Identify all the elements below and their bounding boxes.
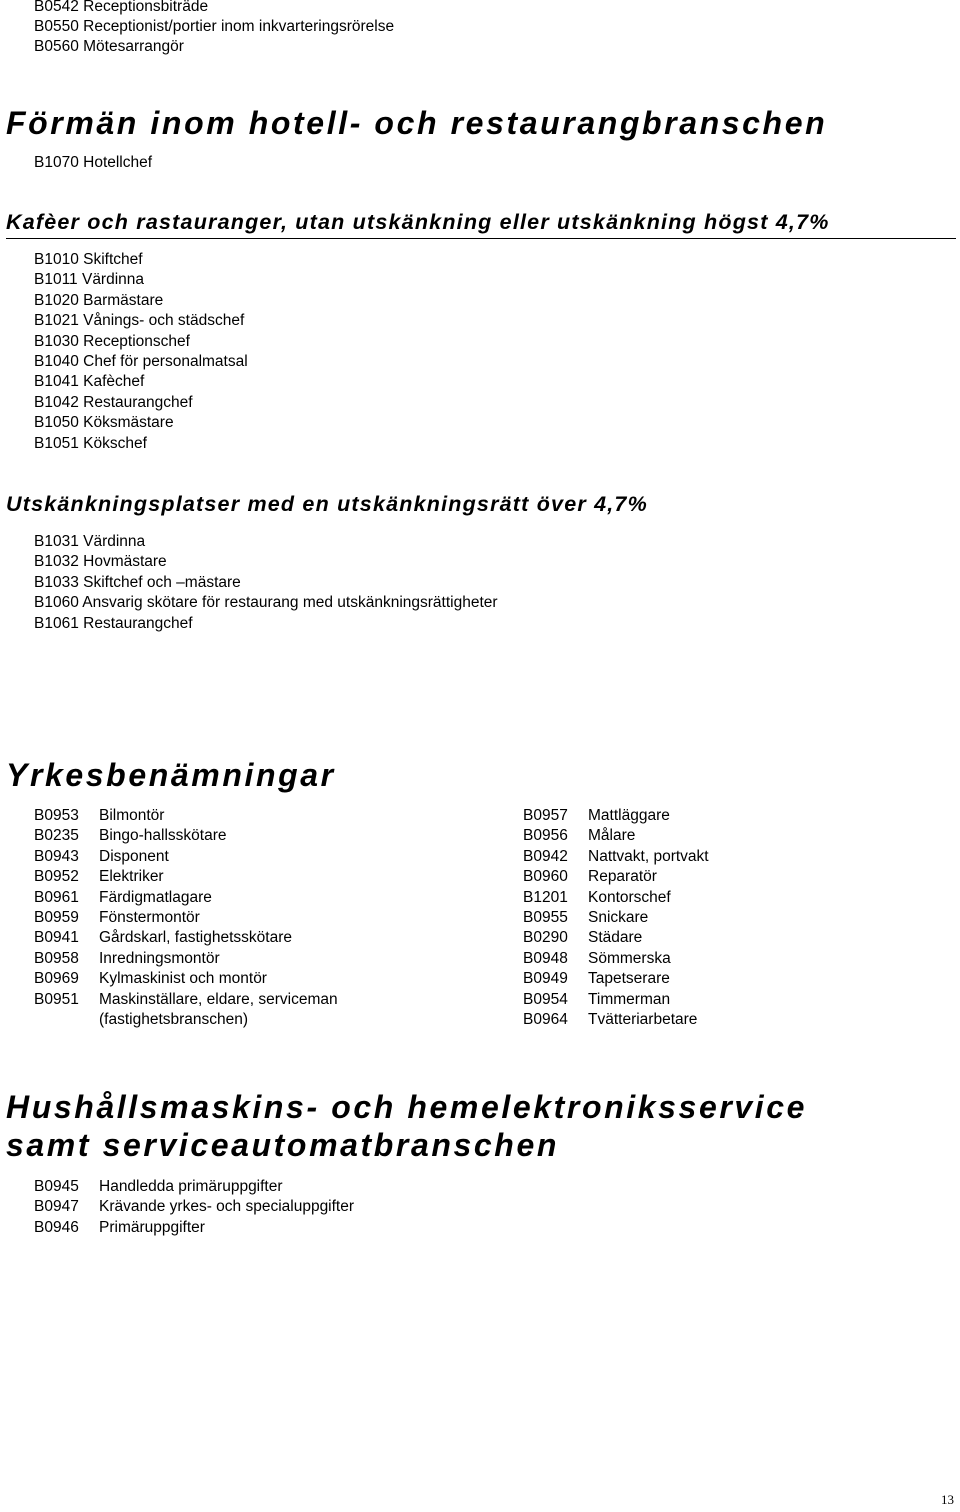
table-row — [523, 826, 709, 846]
code-cell: B0945 — [34, 1178, 79, 1195]
code-cell: B0951 — [34, 990, 79, 1008]
name-cell: Fönstermontör — [99, 909, 200, 927]
code-cell: B0960 — [523, 868, 568, 886]
list-item: B1040 Chef för personalmatsal — [34, 353, 248, 371]
table-row — [34, 1177, 354, 1197]
table-row — [523, 847, 709, 867]
name-cell: Bingo-hallsskötare — [99, 827, 227, 845]
name-cell: Timmerman — [588, 990, 671, 1008]
name-cell: Målare — [588, 827, 636, 845]
code-cell: B0949 — [523, 970, 568, 988]
code-cell — [34, 1010, 99, 1030]
name-cell: Kontorschef — [588, 888, 671, 906]
code-cell: B0959 — [34, 909, 79, 927]
table-row — [523, 928, 709, 948]
table-row — [34, 847, 338, 867]
name-cell: Nattvakt, portvakt — [588, 847, 709, 865]
name-cell: Maskinställare, eldare, serviceman — [99, 990, 338, 1008]
name-cell: (fastighetsbranschen) — [99, 1011, 249, 1029]
name-cell: Tvätteriarbetare — [588, 1011, 698, 1029]
kafeer-list — [34, 250, 248, 454]
table-row — [523, 969, 709, 989]
code-cell: B0957 — [523, 807, 568, 824]
page-number: 13 — [941, 1492, 954, 1507]
code-cell: B0961 — [34, 888, 79, 906]
heading-utskankning: Utskänkningsplatser med en utskänkningsrätt över 4,7% — [6, 492, 648, 516]
table-row — [34, 928, 338, 948]
heading-kafeer: Kafèer och rastauranger, utan utskänkning eller utskänkning högst 4,7% — [6, 210, 830, 234]
table-row — [523, 990, 709, 1010]
name-cell: Sömmerska — [588, 949, 671, 967]
list-item: B1060 Ansvarig skötare för restaurang med utskänkningsrättigheter — [34, 594, 498, 612]
table-row — [34, 806, 338, 826]
heading-rule — [6, 238, 956, 239]
table-row — [523, 806, 709, 826]
table-row — [523, 908, 709, 928]
table-row — [523, 1010, 709, 1030]
top-line-2: B0550 Receptionist/portier inom inkvarteringsrörelse — [34, 18, 395, 35]
code-cell: B0952 — [34, 868, 79, 886]
code-cell: B0955 — [523, 909, 568, 927]
list-item: B1033 Skiftchef och –mästare — [34, 573, 241, 591]
table-row — [523, 867, 709, 887]
table-row — [523, 949, 709, 969]
list-item: B1011 Värdinna — [34, 271, 145, 289]
table-row — [34, 1218, 354, 1238]
code-cell: B1201 — [523, 888, 568, 906]
yrkes-left-table — [34, 806, 338, 1030]
list-item: B1032 Hovmästare — [34, 553, 167, 571]
name-cell: Disponent — [99, 847, 169, 865]
table-row — [34, 949, 338, 969]
name-cell: Elektriker — [99, 868, 164, 886]
heading-hushall-line1: Hushållsmaskins- och hemelektroniksservice — [6, 1089, 808, 1125]
code-cell: B0943 — [34, 847, 79, 865]
list-item: B1031 Värdinna — [34, 533, 146, 550]
list-item: B1042 Restaurangchef — [34, 393, 193, 411]
name-cell: Färdigmatlagare — [99, 888, 212, 906]
code-cell: B0953 — [34, 807, 79, 824]
list-item: B1041 Kafèchef — [34, 373, 145, 391]
top-line-1: B0542 Receptionsbiträde — [34, 0, 209, 15]
top-line-3: B0560 Mötesarrangör — [34, 38, 184, 55]
list-item: B1051 Kökschef — [34, 434, 147, 452]
list-item: B1020 Barmästare — [34, 291, 164, 309]
code-cell: B0954 — [523, 990, 568, 1008]
name-cell: Mattläggare — [588, 807, 670, 824]
yrkes-right-table — [523, 806, 709, 1030]
heading-forman: Förmän inom hotell- och restaurangbranschen — [6, 105, 828, 141]
list-item: B1061 Restaurangchef — [34, 614, 193, 632]
code-cell: B0948 — [523, 949, 568, 967]
table-row — [34, 826, 338, 846]
code-cell: B0956 — [523, 827, 568, 845]
code-cell: B0235 — [34, 827, 79, 845]
hushall-table — [34, 1177, 354, 1238]
table-row — [34, 867, 338, 887]
name-cell: Krävande yrkes- och specialuppgifter — [99, 1198, 355, 1216]
table-row — [34, 969, 338, 989]
list-item: B1010 Skiftchef — [34, 251, 143, 268]
name-cell: Reparatör — [588, 868, 657, 886]
table-row — [523, 888, 709, 908]
table-row — [34, 990, 338, 1010]
forman-item: B1070 Hotellchef — [34, 154, 153, 171]
table-row — [34, 908, 338, 928]
code-cell: B0946 — [34, 1218, 79, 1236]
heading-hushall-line2: samt serviceautomatbranschen — [6, 1127, 560, 1163]
code-cell: B0958 — [34, 949, 79, 967]
code-cell: B0969 — [34, 970, 79, 988]
name-cell: Handledda primäruppgifter — [99, 1178, 283, 1195]
name-cell: Kylmaskinist och montör — [99, 970, 267, 988]
table-row — [34, 1197, 354, 1217]
table-row — [34, 1010, 338, 1030]
name-cell: Inredningsmontör — [99, 949, 220, 967]
code-cell: B0941 — [34, 929, 79, 947]
name-cell: Städare — [588, 929, 643, 947]
list-item: B1050 Köksmästare — [34, 414, 174, 432]
utskankning-list — [34, 532, 498, 634]
name-cell: Bilmontör — [99, 807, 165, 824]
name-cell: Snickare — [588, 909, 649, 927]
list-item: B1030 Receptionschef — [34, 332, 190, 350]
code-cell: B0942 — [523, 847, 568, 865]
name-cell: Tapetserare — [588, 970, 670, 988]
heading-yrkes: Yrkesbenämningar — [6, 757, 336, 793]
name-cell: Primäruppgifter — [99, 1218, 205, 1236]
code-cell: B0964 — [523, 1011, 568, 1029]
table-row — [34, 888, 338, 908]
list-item: B1021 Vånings- och städschef — [34, 312, 245, 330]
name-cell: Gårdskarl, fastighetsskötare — [99, 929, 292, 947]
code-cell: B0290 — [523, 929, 568, 947]
code-cell: B0947 — [34, 1198, 79, 1216]
